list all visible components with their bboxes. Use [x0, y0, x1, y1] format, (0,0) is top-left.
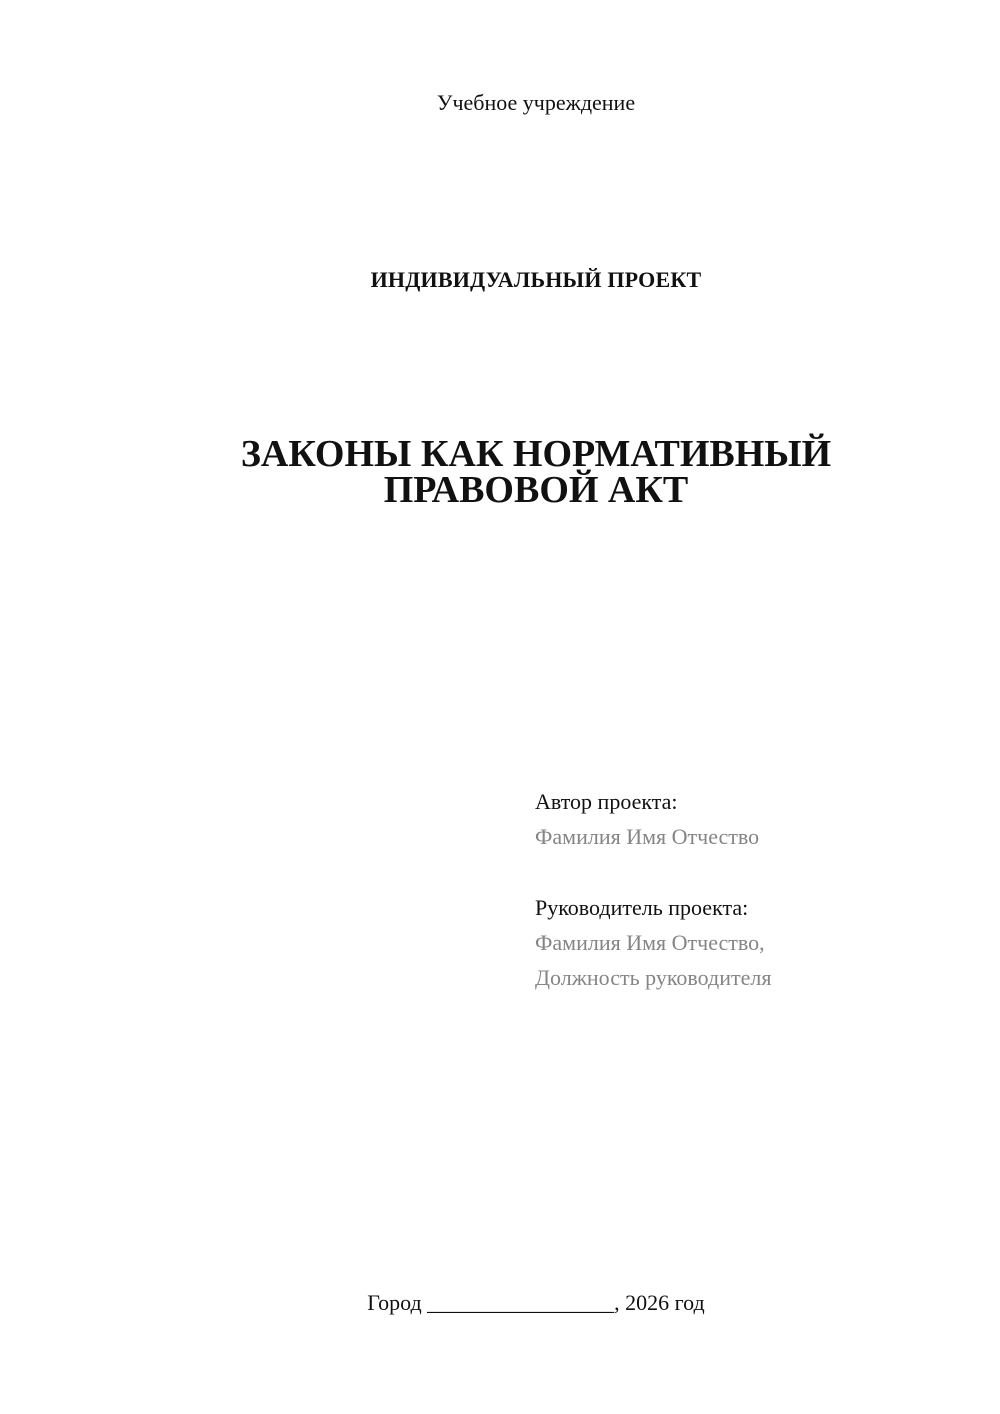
institution-name: Учебное учреждение [436, 90, 636, 115]
supervisor-label: Руководитель проекта: [535, 895, 749, 920]
supervisor-position: Должность руководителя [535, 965, 772, 990]
supervisor-name: Фамилия Имя Отчество, [535, 930, 765, 955]
project-title-line-1: ЗАКОНЫ КАК НОРМАТИВНЫЙ [240, 433, 832, 475]
project-type-heading: ИНДИВИДУАЛЬНЫЙ ПРОЕКТ [370, 267, 702, 292]
project-title [36, 433, 1000, 511]
author-name: Фамилия Имя Отчество [535, 824, 760, 849]
city-year-footer: Город _________________, 2026 год [367, 1290, 705, 1315]
author-label: Автор проекта: [535, 789, 678, 814]
project-title-line-2: ПРАВОВОЙ АКТ [383, 469, 689, 511]
